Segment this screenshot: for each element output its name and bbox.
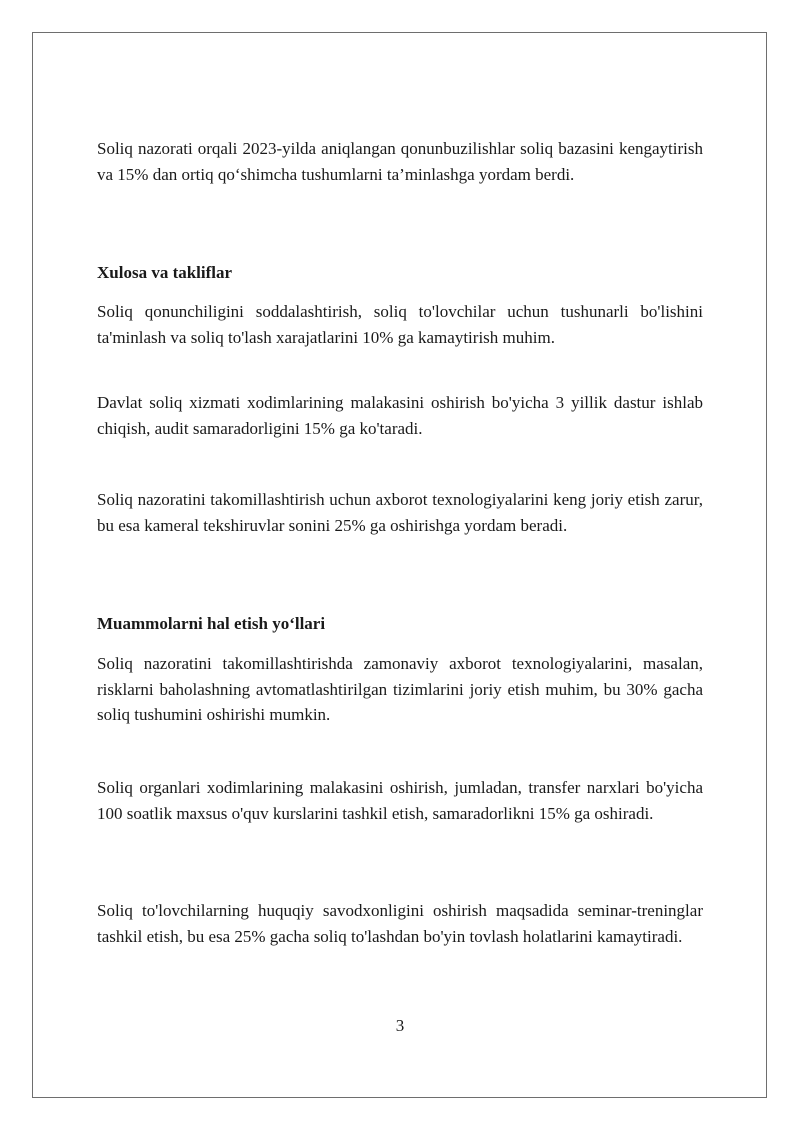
paragraph-simplify-legislation: Soliq qonunchiligini soddalashtirish, soliq to'lovchilar uchun tushunarli bo'lishini ta'minlash va soliq to'lash xarajatlarini 10% ga kamaytirish muhim. (97, 302, 703, 347)
paragraph-transfer-pricing-courses: Soliq organlari xodimlarining malakasini oshirish, jumladan, transfer narxlari bo'yicha 100 soatlik maxsus o'quv kurslarini tashkil etish, samaradorlikni 15% ga oshiradi. (97, 778, 703, 823)
paragraph-tax-control-2023: Soliq nazorati orqali 2023-yilda aniqlangan qonunbuzilishlar soliq bazasini kengaytirish va 15% dan ortiq qo‘shimcha tushumlarni ta’minlashga yordam berdi. (97, 139, 703, 184)
paragraph-staff-training-program: Davlat soliq xizmati xodimlarining malakasini oshirish bo'yicha 3 yillik dastur ishlab chiqish, audit samaradorligini 15% ga ko'taradi. (97, 393, 703, 438)
paragraph-it-implementation: Soliq nazoratini takomillashtirish uchun axborot texnologiyalarini keng joriy etish zarur, bu esa kameral tekshiruvlar sonini 25% ga oshirishga yordam beradi. (97, 490, 703, 535)
paragraph-risk-assessment-systems: Soliq nazoratini takomillashtirishda zamonaviy axborot texnologiyalarini, masalan, risklarni baholashning avtomatlashtirilgan tizimlarini joriy etish muhim, bu 30% gacha soliq tushumini oshirishi mumkin. (97, 654, 703, 724)
heading-solutions: Muammolarni hal etish yoʻllari (97, 614, 326, 633)
heading-conclusions: Xulosa va takliflar (97, 263, 233, 282)
page-number: 3 (395, 1016, 405, 1035)
paragraph-legal-literacy-seminars: Soliq to'lovchilarning huquqiy savodxonligini oshirish maqsadida seminar-treninglar tashkil etish, bu esa 25% gacha soliq to'lashdan bo'yin tovlash holatlarini kamaytiradi. (97, 901, 703, 946)
